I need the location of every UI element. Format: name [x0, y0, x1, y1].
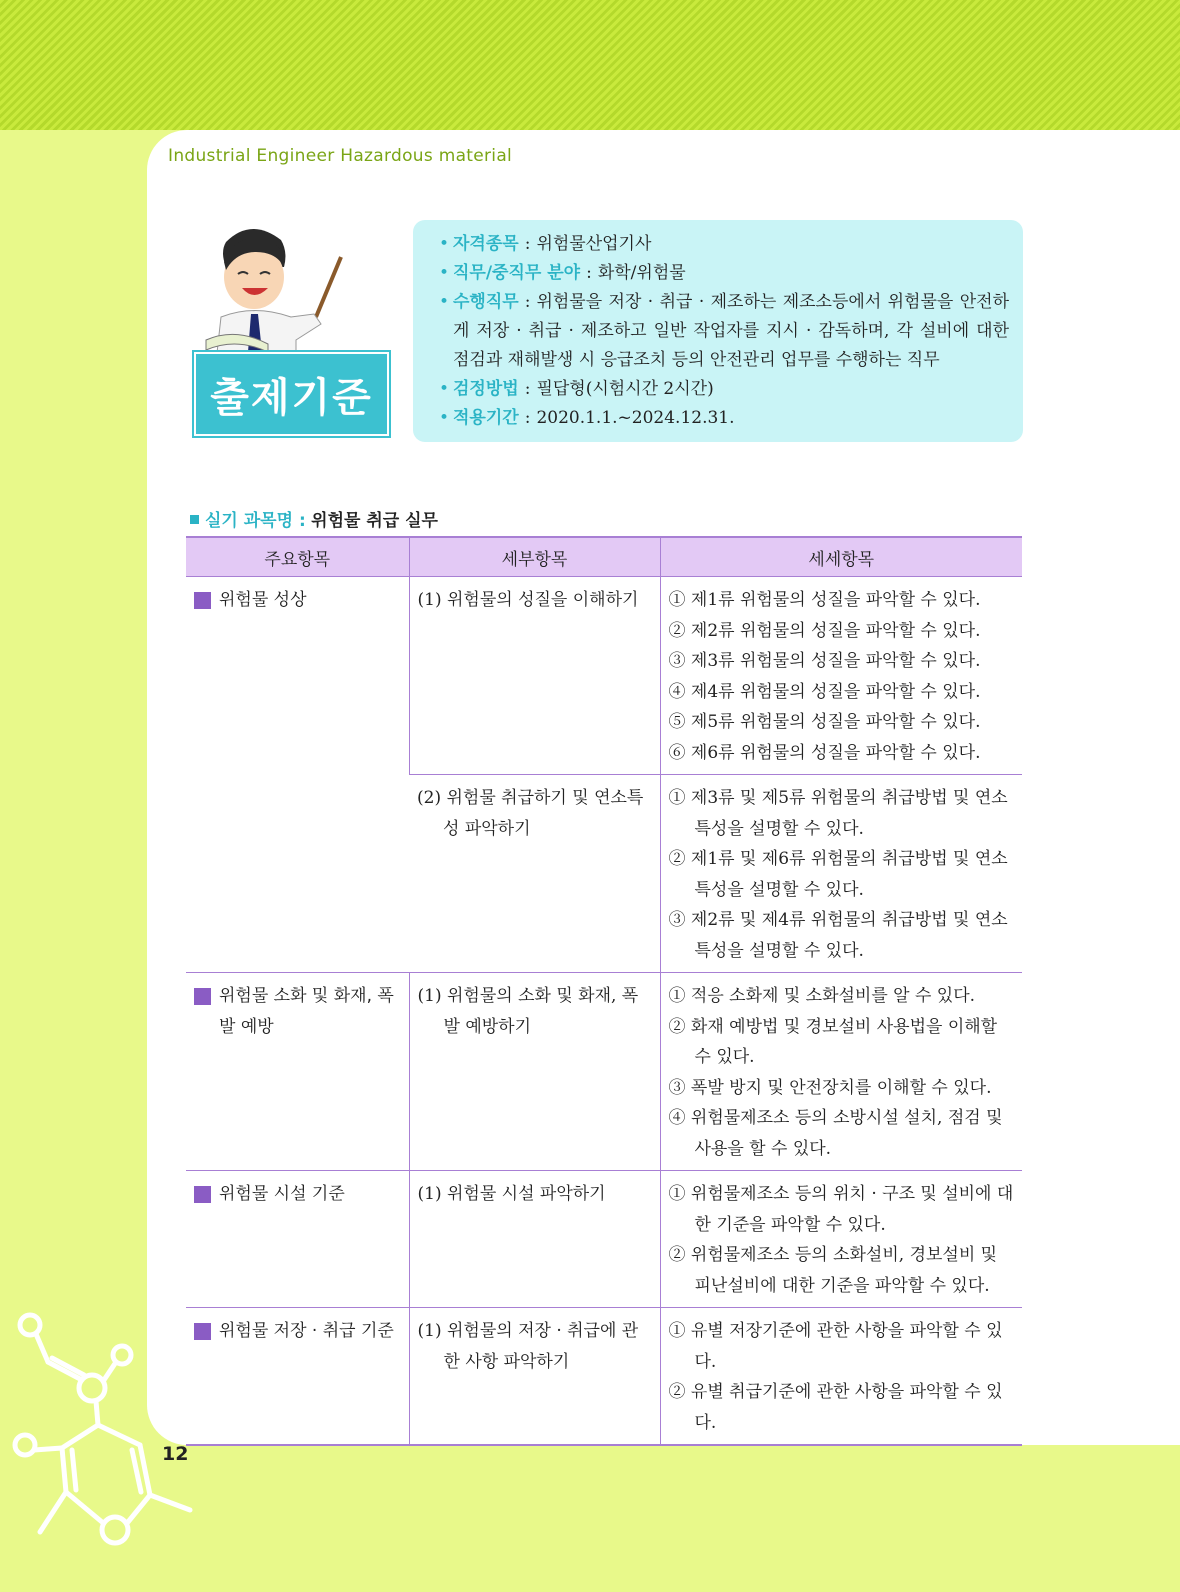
- running-header: Industrial Engineer Hazardous material: [168, 146, 513, 166]
- table-row: [186, 1171, 1022, 1308]
- qualification-info-box: [413, 220, 1023, 442]
- main-item-cell: 2 위험물 소화 및 화재, 폭발 예방: [186, 973, 409, 1171]
- detail-item-cell: ① 제1류 위험물의 성질을 파악할 수 있다. ② 제2류 위험물의 성질을 파악할 수 있다. ③ 제3류 위험물의 성질을 파악할 수 있다. ④ 제4류 위험물의 성질을 파악할 수 있다. ⑤ 제5류 위험물의 성질을 파악할 수 있다. ⑥ 제6류 위험물의 성질을 파악할 수 있다.: [660, 577, 1022, 775]
- item-number-badge: 3: [194, 1186, 211, 1203]
- item-number-badge: 1: [194, 592, 211, 609]
- detail-item-cell: ① 위험물제조소 등의 위치 · 구조 및 설비에 대한 기준을 파악할 수 있다. ② 위험물제조소 등의 소화설비, 경보설비 및 피난설비에 대한 기준을 파악할 수 있다.: [660, 1171, 1022, 1308]
- detail-item-cell: ① 제3류 및 제5류 위험물의 취급방법 및 연소특성을 설명할 수 있다. ② 제1류 및 제6류 위험물의 취급방법 및 연소특성을 설명할 수 있다. ③ 제2류 및 제4류 위험물의 취급방법 및 연소특성을 설명할 수 있다.: [660, 775, 1022, 973]
- criteria-table: [186, 536, 1022, 1446]
- section-badge: 출제기준: [194, 352, 389, 436]
- item-number-badge: 4: [194, 1323, 211, 1340]
- main-item-cell: 3 위험물 시설 기준: [186, 1171, 409, 1308]
- info-row-duty: • 수행직무 : 위험물을 저장 · 취급 · 제조하는 제조소등에서 위험물을 안전하게 저장 · 취급 · 제조하고 일반 작업자를 지시 · 감독하며, 각 설비에 대한 점검과 재해발생 시 응급조치 등의 안전관리 업무를 수행하는 직무: [439, 292, 1009, 370]
- square-bullet-icon: [190, 515, 199, 524]
- sub-item-cell: (1) 위험물 시설 파악하기: [409, 1171, 660, 1308]
- sub-item-cell: (1) 위험물의 성질을 이해하기: [409, 577, 660, 775]
- table-row: [186, 973, 1022, 1171]
- info-row-period: • 적용기간 : 2020.1.1.~2024.12.31.: [439, 408, 735, 428]
- info-row-qualification: • 자격종목 : 위험물산업기사: [439, 234, 652, 254]
- table-row: [186, 577, 1022, 775]
- top-stripe-decoration: [0, 0, 1180, 130]
- column-header-detail: 세세항목: [660, 537, 1022, 577]
- column-header-sub: 세부항목: [409, 537, 660, 577]
- teacher-mascot-illustration: [196, 222, 376, 362]
- sub-item-cell: (2) 위험물 취급하기 및 연소특성 파악하기: [409, 775, 660, 973]
- main-item-cell: 4 위험물 저장 · 취급 기준: [186, 1308, 409, 1446]
- sub-item-cell: (1) 위험물의 저장 · 취급에 관한 사항 파악하기: [409, 1308, 660, 1446]
- column-header-main: 주요항목: [186, 537, 409, 577]
- page-number: 12: [162, 1443, 189, 1465]
- info-row-method: • 검정방법 : 필답형(시험시간 2시간): [439, 379, 714, 399]
- detail-item-cell: ① 적응 소화제 및 소화설비를 알 수 있다. ② 화재 예방법 및 경보설비 사용법을 이해할 수 있다. ③ 폭발 방지 및 안전장치를 이해할 수 있다. ④ 위험물제조소 등의 소방시설 설치, 점검 및 사용을 할 수 있다.: [660, 973, 1022, 1171]
- item-number-badge: 2: [194, 988, 211, 1005]
- detail-item-cell: ① 유별 저장기준에 관한 사항을 파악할 수 있다. ② 유별 취급기준에 관한 사항을 파악할 수 있다.: [660, 1308, 1022, 1446]
- table-row: [186, 1308, 1022, 1446]
- main-item-cell: 1 위험물 성상: [186, 577, 409, 973]
- sub-item-cell: (1) 위험물의 소화 및 화재, 폭발 예방하기: [409, 973, 660, 1171]
- practical-subject-line: 실기 과목명 : 위험물 취급 실무: [190, 506, 438, 531]
- info-row-field: • 직무/중직무 분야 : 화학/위험물: [439, 263, 686, 283]
